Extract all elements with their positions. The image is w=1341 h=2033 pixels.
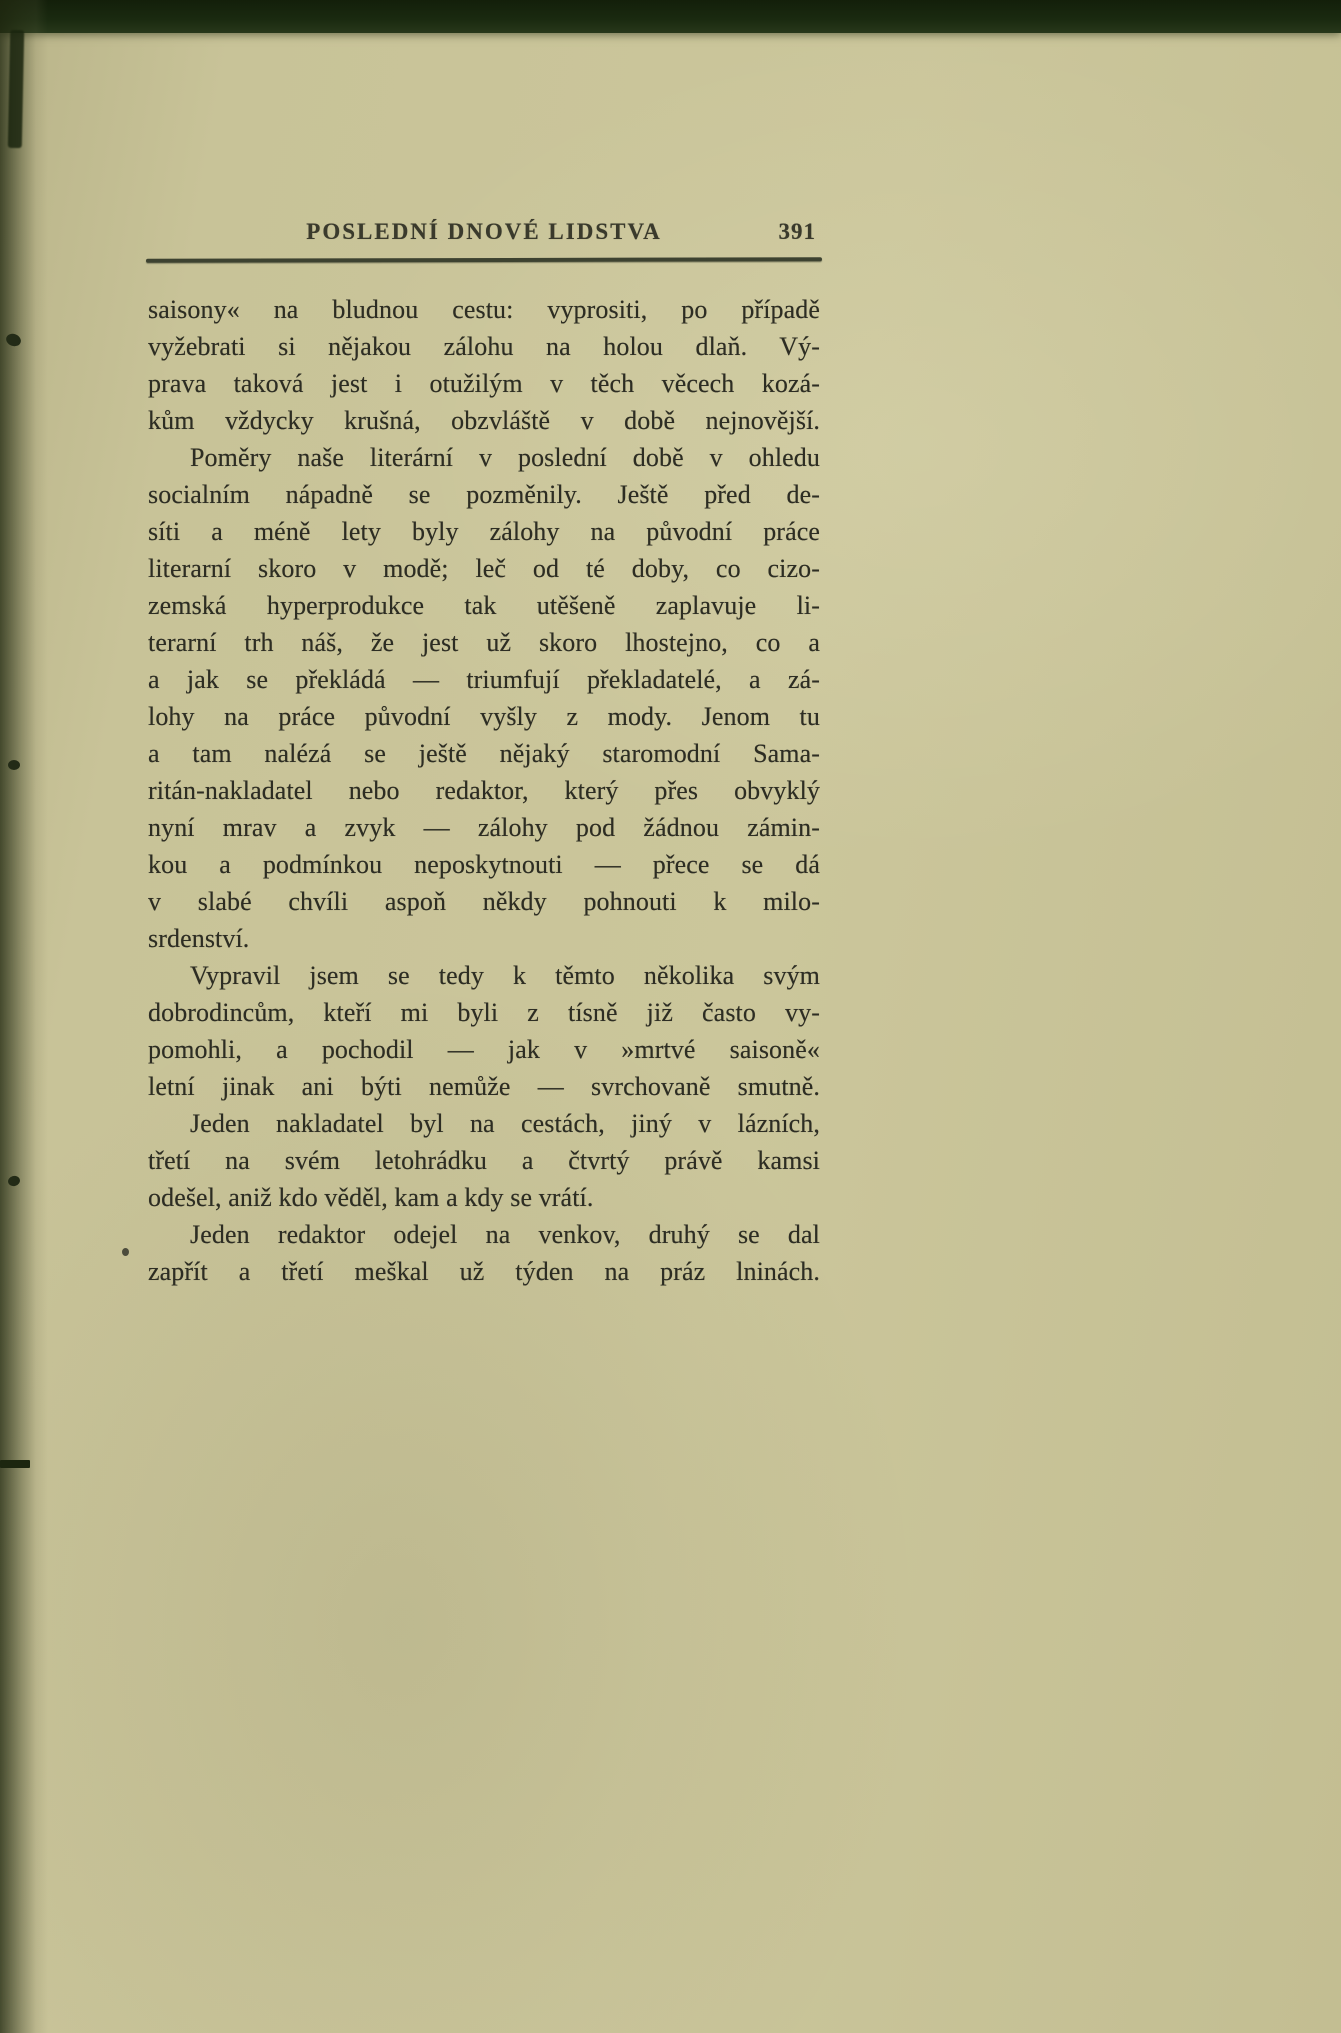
text-line: Jeden redaktor odejel na venkov, druhý se dal — [190, 1220, 820, 1249]
text-line: síti a méně lety byly zálohy na původní práce — [148, 517, 820, 546]
text-line: Vypravil jsem se tedy k těmto několika svým — [190, 961, 820, 990]
text-line: a tam nalézá se ještě nějaký staromodní Sama- — [148, 739, 820, 768]
text-line: literarní skoro v modě; leč od té doby, co cizo- — [148, 554, 820, 583]
paragraph — [148, 291, 820, 439]
text-line: lohy na práce původní vyšly z mody. Jenom tu — [148, 702, 820, 731]
text-line: socialním nápadně se pozměnily. Ještě před de- — [148, 480, 820, 509]
ink-speck — [122, 1248, 129, 1256]
margin-dash-mark — [0, 1460, 30, 1468]
text-line: v slabé chvíli aspoň někdy pohnouti k milo- — [148, 887, 820, 916]
paragraph — [148, 957, 820, 1105]
paragraph — [148, 439, 820, 957]
text-line: odešel, aniž kdo věděl, kam a kdy se vrátí. — [148, 1183, 594, 1212]
text-line: saisony« na bludnou cestu: vyprositi, po případě — [148, 295, 820, 324]
paragraph — [148, 1216, 820, 1290]
text-line: dobrodincům, kteří mi byli z tísně již často vy- — [148, 998, 820, 1027]
scan-edge-top — [0, 0, 1341, 33]
text-line: zemská hyperprodukce tak utěšeně zaplavuje li- — [148, 591, 820, 620]
ink-speck — [8, 760, 20, 770]
header-rule — [146, 257, 822, 262]
text-line: kům vždycky krušná, obzvláště v době nejnovější. — [148, 406, 820, 435]
paragraph — [148, 1105, 820, 1216]
text-line: Poměry naše literární v poslední době v ohledu — [190, 443, 820, 472]
page-number: 391 — [778, 219, 816, 244]
running-title: POSLEDNÍ DNOVÉ LIDSTVA — [306, 219, 662, 244]
text-line: nyní mrav a zvyk — zálohy pod žádnou zámin- — [148, 813, 820, 842]
text-line: vyžebrati si nějakou zálohu na holou dlaň. Vý- — [148, 332, 820, 361]
page-header — [148, 219, 820, 251]
binding-shadow — [0, 0, 48, 2033]
text-line: prava taková jest i otužilým v těch věcech kozá- — [148, 369, 820, 398]
text-line: terarní trh náš, že jest už skoro lhostejno, co a — [148, 628, 820, 657]
text-line: zapřít a třetí meškal už týden na práz lninách. — [148, 1257, 820, 1286]
text-line: Jeden nakladatel byl na cestách, jiný v lázních, — [190, 1109, 820, 1138]
text-line: pomohli, a pochodil — jak v »mrtvé saisoně« — [148, 1035, 820, 1064]
text-line: třetí na svém letohrádku a čtvrtý právě kamsi — [148, 1146, 820, 1175]
text-line: ritán-nakladatel nebo redaktor, který přes obvyklý — [148, 776, 820, 805]
text-line: letní jinak ani býti nemůže — svrchovaně smutně. — [148, 1072, 820, 1101]
body-text — [148, 291, 820, 1290]
text-line: srdenství. — [148, 924, 250, 953]
text-line: a jak se překládá — triumfují překladatelé, a zá- — [148, 665, 820, 694]
binding-ink-mark — [8, 30, 24, 148]
text-line: kou a podmínkou neposkytnouti — přece se dá — [148, 850, 820, 879]
